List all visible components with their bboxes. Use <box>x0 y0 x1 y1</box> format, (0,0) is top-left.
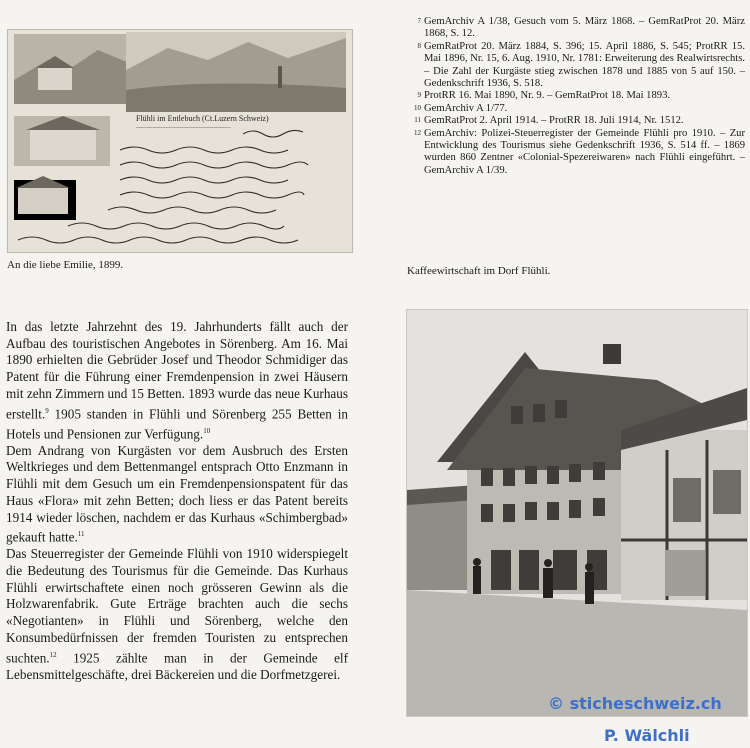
footnote: 8 GemRatProt 20. März 1884, S. 396; 15. April 1886, S. 545; ProtRR 15. Mai 1896, Nr. 15, 6. Aug. 1910, Nr. 1781: Erweiterung des Realwirtsrechts. – Die Zahl der Kurgäste stieg zwischen 1878 und 1885 von 5 auf 150. – Gedenkschrift 1936, S. 518. <box>417 40 746 90</box>
paragraph: Dem Andrang von Kurgästen vor dem Ausbruch des Ersten Weltkrieges und dem Bettenmangel entsprach Otto Enzmann in Flühli mit dem Gesuch um ein Fremdenpensionspatent für das Haus «Flora» mit zehn Betten; doch liess er das Patent bereits 1914 wieder löschen, nachdem er das Kurhaus «Schimbergbad» gekauft hatte.$^{11}$ <box>6 442 348 545</box>
footnote-ref: 11 <box>77 530 85 539</box>
paragraph: Das Steuerregister der Gemeinde Flühli von 1910 widerspiegelt die Bedeutung des Tourismus für die Gemeinde. Das Kurhaus Flühli erwirtschaftete einen noch grösseren Gewinn als die Holzwarenfabrik. Gute Erträge brachten auch die sechs «Negotianten» in Flühli und Sörenberg, welche den Konsumbedürfnissen der fremden Touristen zu entsprechen suchten.$^{12}$ 1925 zählte man in der Gemeinde elf Lebensmittelgeschäfte, drei Bäckereien und die Dorfmetzgerei. <box>6 546 348 682</box>
footnote: 10 GemArchiv A 1/77. <box>414 102 508 114</box>
footnote-ref: 12 <box>49 650 57 659</box>
paragraph: In das letzte Jahrzehnt des 19. Jahrhunderts fällt auch der Aufbau des touristischen Angebotes in Sörenberg. Am 16. Mai 1890 erhielten die Gebrüder Josef und Theodor Schmidiger das Patent für die Führung einer Fremdenpension in zwei Häusern mit zehn Zimmern und 15 Betten. 1893 wurde das neue Kurhaus erstellt.$^9$ 1905 standen in Flühli und Sörenberg 255 Betten in Hotels und Pensionen zur Verfügung.$^{10}$ <box>6 319 348 441</box>
postcard-place-label: Flühli im Entlebuch (Ct.Luzern Schweiz) <box>136 114 269 123</box>
main-text <box>6 319 348 683</box>
watermark-copyright: © sticheschweiz.ch <box>548 694 722 713</box>
footnote: 12 GemArchiv: Polizei-Steuerregister der Gemeinde Flühli pro 1910. – Zur Entwicklung des Tourismus siehe Gedenkschrift 1936, S. 514 ff. – 1869 wurden 860 Zentner «Colonial-Spezereiwaren» nach Flühli eingeführt. – GemArchiv A 1/39. <box>414 127 745 176</box>
footnote: 7 GemArchiv A 1/38, Gesuch vom 5. März 1868. – GemRatProt 20. März 1868, S. 12. <box>417 16 745 40</box>
footnote: 11 GemRatProt 2. April 1914. – ProtRR 18. Juli 1914, Nr. 1512. <box>414 115 684 127</box>
svg-text:~~~~~~~~~~~~~~~~~~~~~~~~~~~~~~: ~~~~~~~~~~~~~~~~~~~~~~~~~~~~~~~~~~~ <box>136 126 231 131</box>
footnote-ref: 10 <box>203 426 211 435</box>
footnote: 9 ProtRR 16. Mai 1890, Nr. 9. – GemRatProt 18. Mai 1893. <box>417 90 671 102</box>
cafe-photo <box>406 309 748 717</box>
postcard-caption: An die liebe Emilie, 1899. <box>7 259 124 271</box>
footnotes <box>409 16 745 177</box>
footnote-ref: 9 <box>45 406 49 415</box>
watermark-author: P. Wälchli <box>604 726 690 745</box>
photo-caption: Kaffeewirtschaft im Dorf Flühli. <box>407 265 551 277</box>
postcard-image <box>7 29 353 253</box>
